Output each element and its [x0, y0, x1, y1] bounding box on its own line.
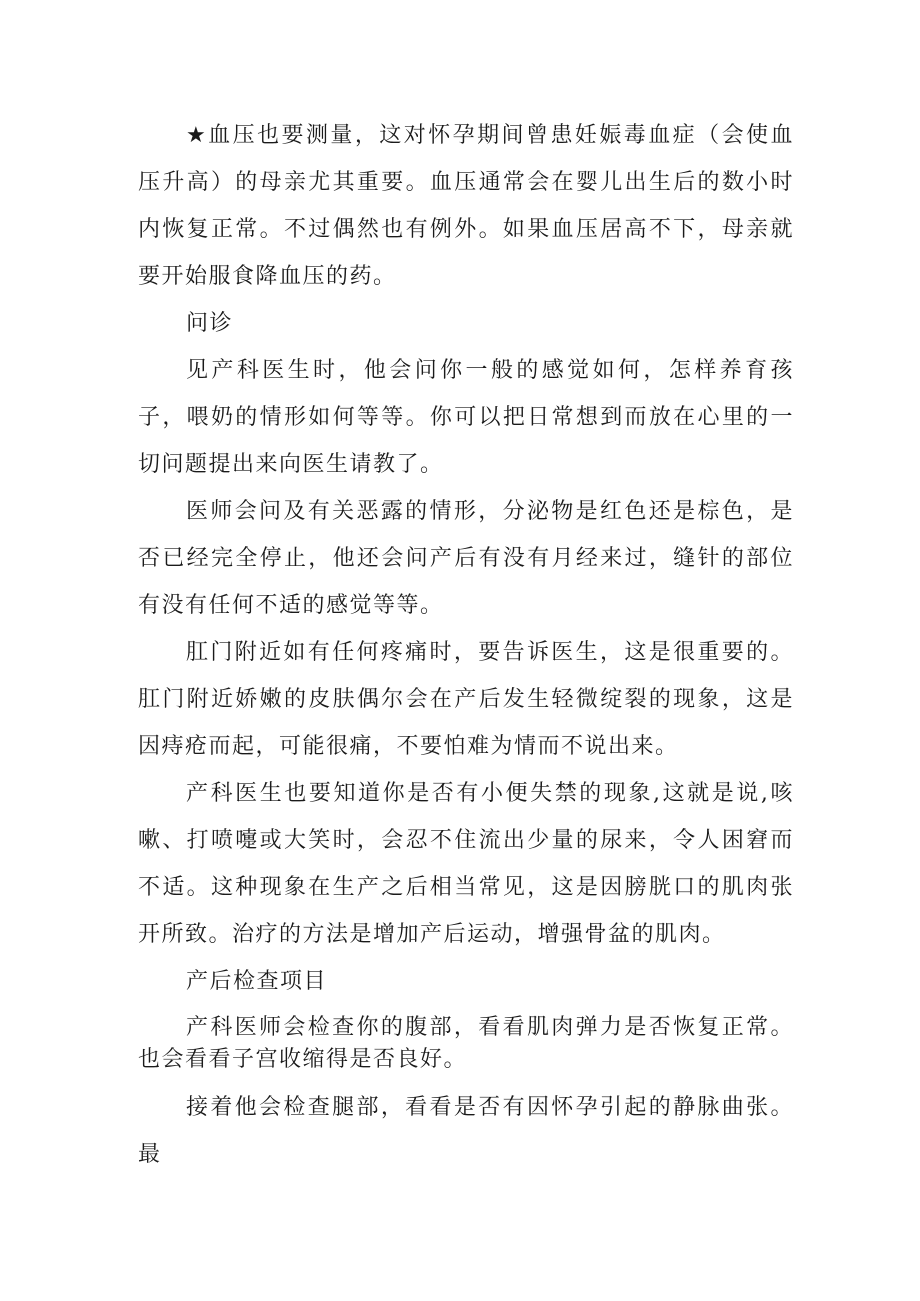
document-body	[138, 112, 794, 1178]
section-heading-consultation: 问诊	[186, 311, 234, 336]
paragraph-lochia: 医师会问及有关恶露的情形，分泌物是红色还是棕色，是否已经完全停止，他还会问产后有没有月经来过，缝针的部位有没有任何不适的感觉等等。	[138, 499, 794, 618]
section-heading-checkup-items: 产后检查项目	[186, 969, 328, 994]
paragraph-abdomen-check: 产科医师会检查你的腹部，看看肌肉弹力是否恢复正常。也会看看子宫收缩得是否良好。	[138, 1015, 794, 1072]
paragraph-text: 血压也要测量，这对怀孕期间曾患妊娠毒血症（会使血压升高）的母亲尤其重要。血压通常会在婴儿出生后的数小时内恢复正常。不过偶然也有例外。如果血压居高不下，母亲就要开始服食降血压的药。	[138, 123, 794, 289]
paragraph-anal-pain: 肛门附近如有任何疼痛时，要告诉医生，这是很重要的。肛门附近娇嫩的皮肤偶尔会在产后发生轻微绽裂的现象，这是因痔疮而起，可能很痛，不要怕难为情而不说出来。	[138, 640, 794, 759]
paragraph-doctor-questions: 见产科医生时，他会问你一般的感觉如何，怎样养育孩子，喂奶的情形如何等等。你可以把日常想到而放在心里的一切问题提出来向医生请教了。	[138, 358, 794, 477]
star-icon: ★	[186, 123, 209, 148]
paragraph-leg-check: 接着他会检查腿部，看看是否有因怀孕引起的静脉曲张。最	[138, 1095, 794, 1167]
paragraph-incontinence: 产科医生也要知道你是否有小便失禁的现象,这就是说,咳嗽、打喷嚏或大笑时，会忍不住流出少量的尿来，令人困窘而不适。这种现象在生产之后相当常见，这是因膀胱口的肌肉张开所致。治疗的方法是增加产后运动，增强骨盆的肌肉。	[138, 781, 794, 947]
paragraph-blood-pressure	[138, 112, 794, 300]
